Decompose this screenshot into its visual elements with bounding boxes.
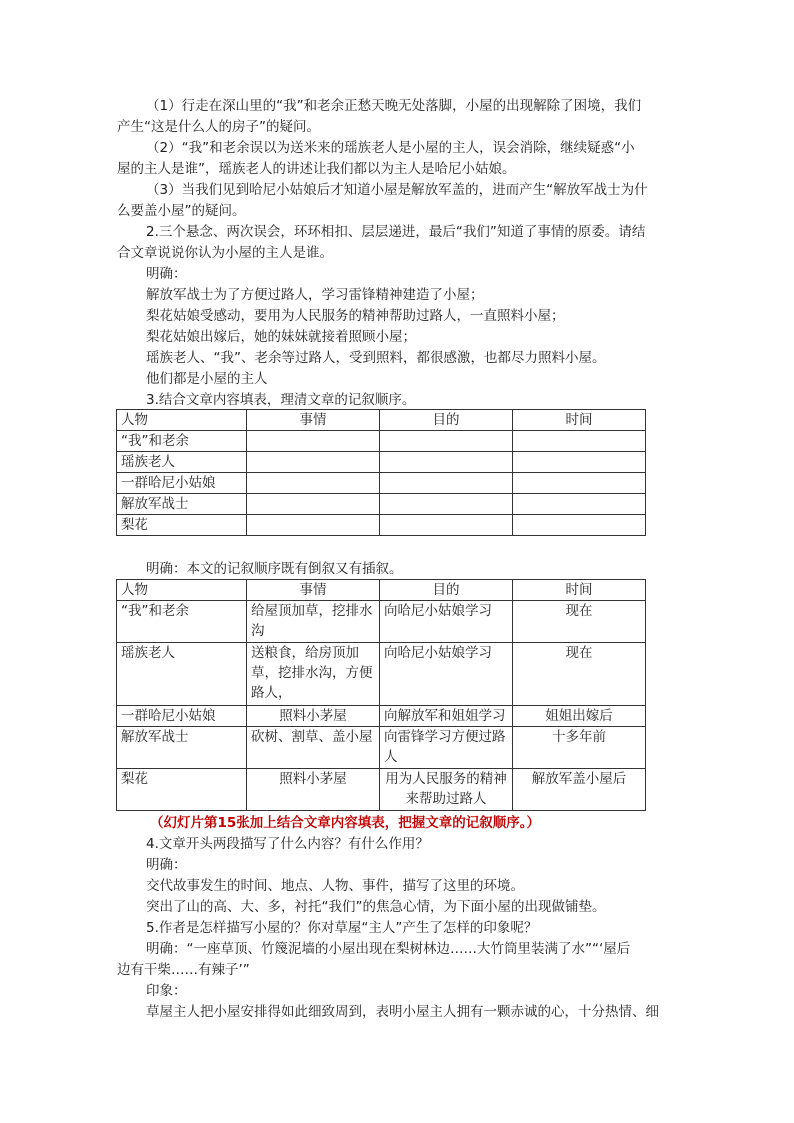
table-cell: 解放军战士 <box>117 494 247 515</box>
text-line: 2.三个悬念、两次误会，环环相扣、层层递进，最后“我们”知道了事情的原委。请结 <box>146 224 646 240</box>
table-cell: 一群哈尼小姑娘 <box>117 706 247 727</box>
table-cell: 一群哈尼小姑娘 <box>117 473 247 494</box>
table-row <box>117 643 646 706</box>
table-cell: 用为人民服务的精神来帮助过路人 <box>380 769 513 811</box>
table-row <box>117 494 646 515</box>
table-cell: 十多年前 <box>513 727 646 769</box>
table-cell: 照料小茅屋 <box>247 769 380 811</box>
text-line: 草屋主人把小屋安排得如此细致周到，表明小屋主人拥有一颗赤诚的心，十分热情、细 <box>146 1004 659 1020</box>
table-row <box>117 473 646 494</box>
table-cell <box>513 452 646 473</box>
table-row <box>117 431 646 452</box>
table-cell: 梨花 <box>117 769 247 811</box>
text-line: 明确：“一座草顶、竹篾泥墙的小屋出现在梨树林边……大竹筒里装满了水”“‘屋后 <box>146 941 631 957</box>
table-cell: 向雷锋学习方便过路人 <box>380 727 513 769</box>
text-line: 印象： <box>146 983 187 999</box>
text-line: 他们都是小屋的主人 <box>146 371 268 387</box>
table-cell <box>247 452 380 473</box>
table-cell <box>247 494 380 515</box>
table-cell: 梨花 <box>117 515 247 536</box>
table-cell <box>380 473 513 494</box>
table-cell <box>247 515 380 536</box>
text-line: 4.文章开头两段描写了什么内容？有什么作用？ <box>146 836 429 852</box>
text-line: 边有干柴……有辣子’” <box>117 962 250 978</box>
answer-note: 明确：本文的记叙顺序既有倒叙又有插叙。 <box>146 561 403 577</box>
text-line: （2）“我”和老余误以为送米来的瑶族老人是小屋的主人，误会消除，继续疑惑“小 <box>146 140 635 156</box>
text-line: 瑶族老人、“我”、老余等过路人，受到照料，都很感激，也都尽力照料小屋。 <box>146 350 606 366</box>
slide-note: （幻灯片第15张加上结合文章内容填表，把握文章的记叙顺序。） <box>150 815 541 831</box>
table-cell <box>513 494 646 515</box>
table-row <box>117 727 646 769</box>
table-cell: 向哈尼小姑娘学习 <box>380 643 513 706</box>
blank-table <box>116 409 646 536</box>
table-header-row <box>117 410 646 431</box>
table-row <box>117 515 646 536</box>
table-cell: “我”和老余 <box>117 431 247 452</box>
table-cell: 瑶族老人 <box>117 452 247 473</box>
table-cell: 解放军盖小屋后 <box>513 769 646 811</box>
table-cell: 姐姐出嫁后 <box>513 706 646 727</box>
table-cell: 现在 <box>513 643 646 706</box>
text-line: 5.作者是怎样描写小屋的？你对草屋“主人”产生了怎样的印象呢？ <box>146 920 538 936</box>
table-row <box>117 452 646 473</box>
table-cell: 送粮食，给房顶加草，挖排水沟，方便路人， <box>247 643 380 706</box>
table-cell: “我”和老余 <box>117 601 247 643</box>
text-line: 么要盖小屋”的疑问。 <box>117 203 246 219</box>
table-cell: 解放军战士 <box>117 727 247 769</box>
table-cell: 给屋顶加草，挖排水沟 <box>247 601 380 643</box>
text-line: 3.结合文章内容填表，理清文章的记叙顺序。 <box>146 392 416 408</box>
text-line: （3）当我们见到哈尼小姑娘后才知道小屋是解放军盖的，进而产生“解放军战士为什 <box>146 182 648 198</box>
table-row <box>117 601 646 643</box>
table-cell: 瑶族老人 <box>117 643 247 706</box>
table-cell <box>380 431 513 452</box>
table-cell <box>513 431 646 452</box>
header-cell: 目的 <box>380 580 513 601</box>
header-cell: 目的 <box>380 410 513 431</box>
text-line: 交代故事发生的时间、地点、人物、事件，描写了这里的环境。 <box>146 878 524 894</box>
header-cell: 人物 <box>117 580 247 601</box>
text-line: 产生“这是什么人的房子”的疑问。 <box>117 119 320 135</box>
table-header-row <box>117 580 646 601</box>
header-cell: 时间 <box>513 580 646 601</box>
answer-table <box>116 579 646 811</box>
header-cell: 事情 <box>247 410 380 431</box>
table-cell <box>513 515 646 536</box>
table-row <box>117 769 646 811</box>
header-cell: 事情 <box>247 580 380 601</box>
text-line: 梨花姑娘出嫁后，她的妹妹就接着照顾小屋； <box>146 329 416 345</box>
table-cell: 砍树、割草、盖小屋 <box>247 727 380 769</box>
table-cell: 现在 <box>513 601 646 643</box>
text-line: 合文章说说你认为小屋的主人是谁。 <box>117 245 333 261</box>
table-cell: 向解放军和姐姐学习 <box>380 706 513 727</box>
text-line: 梨花姑娘受感动，要用为人民服务的精神帮助过路人，一直照料小屋； <box>146 308 565 324</box>
header-cell: 人物 <box>117 410 247 431</box>
text-line: 屋的主人是谁”，瑶族老人的讲述让我们都以为主人是哈尼小姑娘。 <box>117 161 516 177</box>
table-cell <box>247 473 380 494</box>
text-line: 解放军战士为了方便过路人，学习雷锋精神建造了小屋； <box>146 287 484 303</box>
table-row <box>117 706 646 727</box>
table-cell <box>247 431 380 452</box>
table-cell <box>380 452 513 473</box>
text-line: 突出了山的高、大、多，衬托“我们”的焦急心情，为下面小屋的出现做铺垫。 <box>146 899 606 915</box>
table-cell <box>380 494 513 515</box>
table-cell <box>513 473 646 494</box>
table-cell: 照料小茅屋 <box>247 706 380 727</box>
table-cell: 向哈尼小姑娘学习 <box>380 601 513 643</box>
text-line: 明确： <box>146 857 187 873</box>
header-cell: 时间 <box>513 410 646 431</box>
text-line: 明确： <box>146 266 187 282</box>
text-line: （1）行走在深山里的“我”和老余正愁天晚无处落脚，小屋的出现解除了困境，我们 <box>146 98 642 114</box>
table-cell <box>380 515 513 536</box>
